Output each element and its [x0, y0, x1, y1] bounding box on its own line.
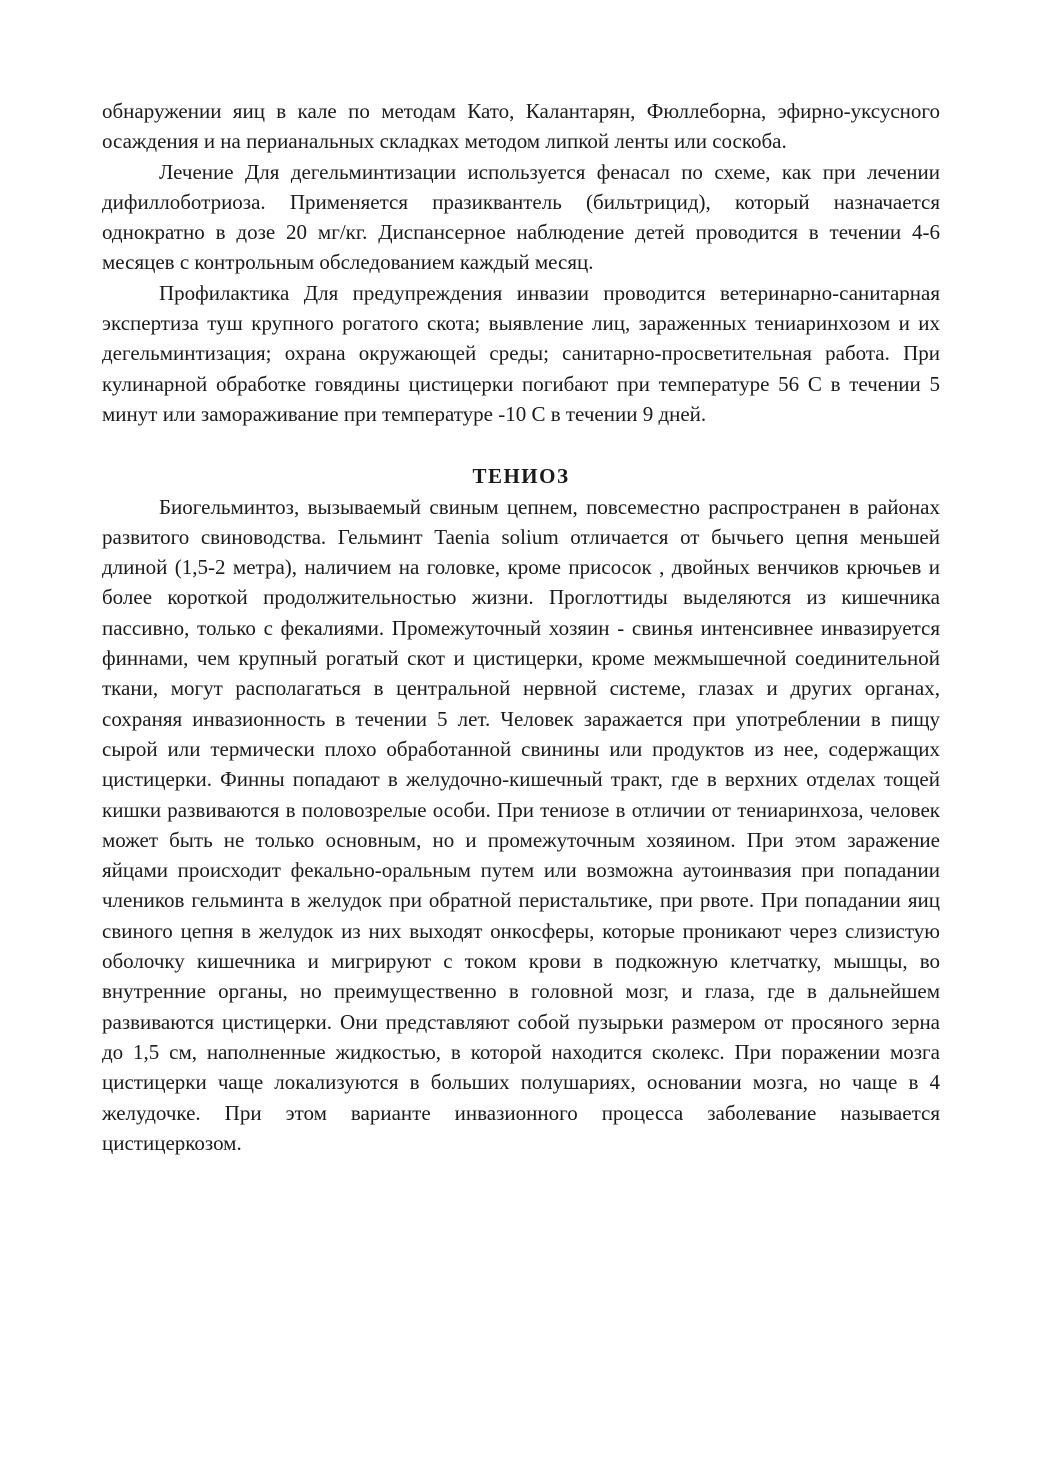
paragraph-treatment: Лечение Для дегельминтизации используется фенасал по схеме, как при лечении дифиллоботриоза. Применяется празиквантель (бильтрицид), который назначается однократно в дозе 20 мг/кг. Диспансерное наблюдение детей проводится в течении 4-6 месяцев с контрольным обследованием каждый месяц.: [102, 159, 940, 275]
section-heading-teniosis: ТЕНИОЗ: [472, 464, 570, 489]
paragraph-prevention: Профилактика Для предупреждения инвазии проводится ветеринарно-санитарная экспертиза туш крупного рогатого скота; выявление лиц, зараженных тениаринхозом и их дегельминтизация; охрана окружающей среды; санитарно-просветительная работа. При кулинарной обработке говядины цистицерки погибают при температуре 56 С в течении 5 минут или замораживание при температуре -10 С в течении 9 дней.: [102, 280, 940, 426]
paragraph-teniosis-description: Биогельминтоз, вызываемый свиным цепнем, повсеместно распространен в районах развитого свиноводства. Гельминт Taenia solium отличается от бычьего цепня меньшей длиной (1,5-2 метра), наличием на головке, кроме присосок , двойных венчиков крючьев и более короткой продолжительностью жизни. Проглоттиды выделяются из кишечника пассивно, только с фекалиями. Промежуточный хозяин - свинья интенсивнее инвазируется финнами, чем крупный рогатый скот и цистицерки, кроме межмышечной соединительной ткани, могут располагаться в центральной нервной системе, глазах и других органах, сохраняя инвазионность в течении 5 лет. Человек заражается при употреблении в пищу сырой или термически плохо обработанной свинины или продуктов из нее, содержащих цистицерки. Финны попадают в желудочно-кишечный тракт, где в верхних отделах тощей кишки развиваются в половозрелые особи. При тениозе в отличии от тениаринхоза, человек может быть не только основным, но и промежуточным хозяином. При этом заражение яйцами происходит фекально-оральным путем или возможна аутоинвазия при попадании члеников гельминта в желудок при обратной перистальтике, при рвоте. При попадании яиц свиного цепня в желудок из них выходят онкосферы, которые проникают через слизистую оболочку кишечника и мигрируют с током крови в подкожную клетчатку, мышцы, во внутренние органы, но преимущественно в головной мозг, и глаза, где в дальнейшем развиваются цистицерки. Они представляют собой пузырьки размером от просяного зерна до 1,5 см, наполненные жидкостью, в которой находится сколекс. При поражении мозга цистицерки чаще локализуются в больших полушариях, основании мозга, но чаще в 4 желудочке. При этом варианте инвазионного процесса заболевание называется цистицеркозом.: [102, 494, 940, 1155]
document-page: [102, 96, 940, 1158]
paragraph-diagnostics-continuation: обнаружении яиц в кале по методам Като, Калантарян, Фюллеборна, эфирно-уксусного осаждения и на перианальных складках методом липкой ленты или соскоба.: [102, 99, 940, 154]
